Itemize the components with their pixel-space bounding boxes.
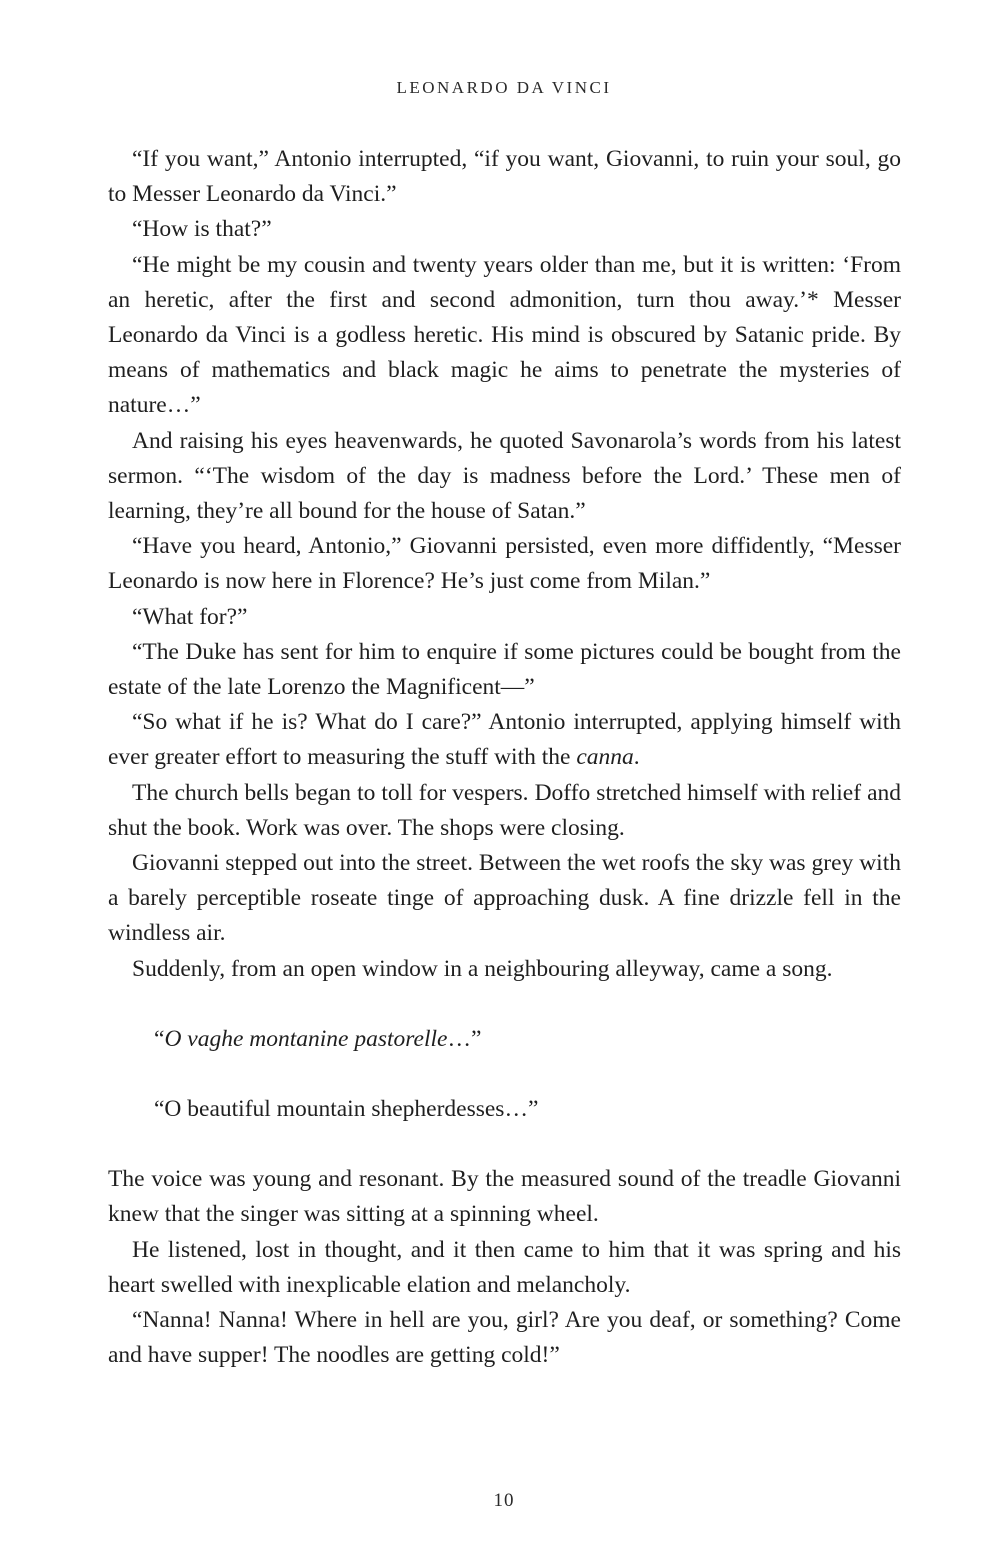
- paragraph: “The Duke has sent for him to enquire if some pictures could be bought from the estate of the late Lorenzo the Magnificent—”: [108, 638, 901, 701]
- paragraph: “What for?”: [132, 603, 248, 630]
- italic-word: canna: [576, 744, 634, 771]
- spacer: [108, 1127, 901, 1162]
- paragraph: The voice was young and resonant. By the measured sound of the treadle Giovanni knew that the singer was sitting at a spinning wheel.: [108, 1166, 901, 1228]
- paragraph: “If you want,” Antonio interrupted, “if you want, Giovanni, to ruin your soul, go to Messer Leonardo da Vinci.”: [108, 146, 901, 208]
- paragraph: Suddenly, from an open window in a neighbouring alleyway, came a song.: [132, 955, 833, 982]
- verse-open-quote: “: [154, 1025, 165, 1052]
- paragraph: He listened, lost in thought, and it then came to him that it was spring and his heart swelled with inexplicable elation and melancholy.: [108, 1236, 901, 1298]
- spacer: [108, 987, 901, 1022]
- paragraph: “Nanna! Nanna! Where in hell are you, girl? Are you deaf, or something? Come and have supper! The noodles are getting cold!”: [108, 1307, 901, 1369]
- paragraph-punctuation: .: [633, 744, 640, 771]
- paragraph: Giovanni stepped out into the street. Between the wet roofs the sky was grey with a barely perceptible roseate tinge of approaching dusk. A fine drizzle fell in the windless air.: [108, 850, 901, 947]
- paragraph: “He might be my cousin and twenty years older than me, but it is written: ‘From an heretic, after the first and second admonition, turn thou away.’* Messer Leonardo da Vinci is a godless heretic. His mind is obscured by Satanic pride. By means of mathematics and black magic he aims to penetrate the mysteries of nature…”: [108, 251, 901, 419]
- paragraph: And raising his eyes heavenwards, he quoted Savonarola’s words from his latest sermon. “‘The wisdom of the day is madness before the Lord.’ These men of learning, they’re all bound for the house of Satan.”: [108, 427, 901, 525]
- song-verse-english: “O beautiful mountain shepherdesses…”: [154, 1096, 539, 1123]
- paragraph: “Have you heard, Antonio,” Giovanni persisted, even more diffidently, “Messer Leonardo is now here in Florence? He’s just come from Milan.”: [108, 533, 901, 595]
- running-head: LEONARDO DA VINCI: [396, 78, 612, 97]
- paragraph: The church bells began to toll for vespers. Doffo stretched himself with relief and shut the book. Work was over. The shops were closing.: [108, 779, 901, 841]
- verse-close-quote: …”: [447, 1025, 482, 1052]
- song-verse-italian: [108, 1022, 901, 1057]
- paragraph: [108, 705, 901, 775]
- spacer: [108, 1057, 901, 1092]
- page-number: 10: [493, 1490, 515, 1511]
- paragraph-text: “So what if he is? What do I care?” Antonio interrupted, applying himself with ever greater effort to measuring the stuff with the: [108, 709, 901, 771]
- paragraph: “How is that?”: [132, 216, 272, 243]
- verse-italic-text: O vaghe montanine pastorelle: [164, 1025, 448, 1052]
- body-text: [108, 142, 901, 1374]
